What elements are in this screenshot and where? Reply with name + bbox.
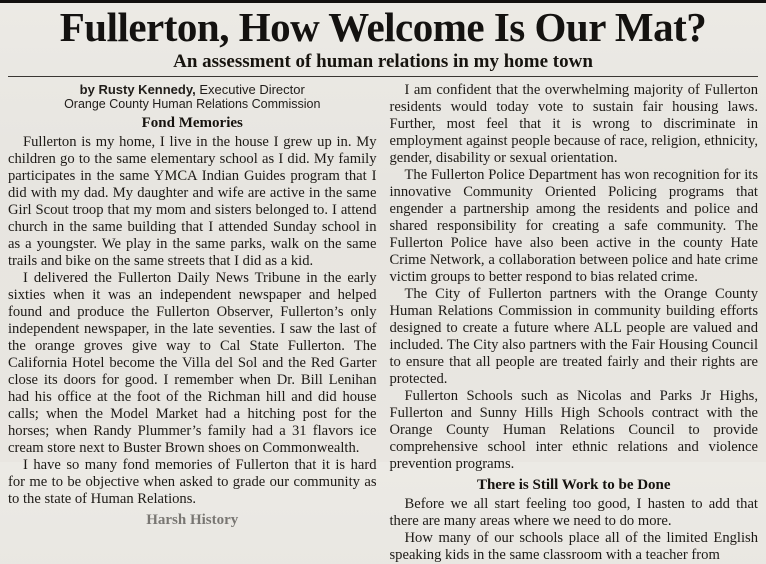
byline-organization: Orange County Human Relations Commission	[64, 96, 321, 111]
article-subtitle: An assessment of human relations in my home town	[173, 50, 593, 72]
paragraph: Fullerton Schools such as Nicolas and Parks Jr Highs, Fullerton and Sunny Hills High Schools contract with the Orange County Human Relations Council to provide comprehensive school inter ethnic relations and violence prevention programs.	[389, 387, 758, 472]
paragraph: The Fullerton Police Department has won recognition for its innovative Community Oriented Policing programs that engender a partnership among the residents and police and shared responsibility for creating a safe community. The Fullerton Police have also been active in the county Hate Crime Network, a collaboration between police and hate crime victim groups to better respond to bias related crime.	[389, 166, 758, 285]
right-column	[390, 82, 759, 564]
clipped-section-heading: Harsh History	[146, 512, 239, 529]
paragraph: I am confident that the overwhelming majority of Fullerton residents would today vote to sustain fair housing laws. Further, most feel that it is wrong to discriminate in employment against people because of race, religion, ethnicity, gender, disability or sexual orientation.	[389, 81, 758, 166]
masthead	[0, 3, 766, 77]
section-heading-still-work: There is Still Work to be Done	[476, 476, 671, 493]
paragraph: The City of Fullerton partners with the Orange County Human Relations Commission in community building efforts designed to create a future where ALL people are valued and included. The City also partners with the Fair Housing Council to ensure that all people are treated fairly and their rights are protected.	[389, 285, 758, 387]
article-title: Fullerton, How Welcome Is Our Mat?	[59, 4, 707, 50]
paragraph: Before we all start feeling too good, I hasten to add that there are many areas where we need to do more.	[389, 495, 758, 529]
section-heading-fond-memories: Fond Memories	[141, 115, 243, 132]
byline-author-title: Executive Director	[195, 81, 305, 97]
paragraph: Fullerton is my home, I live in the house I grew up in. My children go to the same elementary school as I did. My family participates in the same YMCA Indian Guides program that I did with my dad. My daughter and wife are active in the same Girl Scout troop that my mom and sisters belonged to. I attend church in the same building that I attended Sunday school in as a youngster. We play in the same parks, walk on the same trails and bike on the same streets that I did as a kid.	[8, 134, 377, 270]
paragraph: I delivered the Fullerton Daily News Tribune in the early sixties when it was an independent newspaper and helped found and produce the Fullerton Observer, Fullerton’s only independent newspaper, in the late seventies. I saw the last of the orange groves give way to Cal State Fullerton. The California Hotel become the Villa del Sol and the Red Garter close its doors for good. I remember when Dr. Bill Lenihan had his office at the foot of the Richman hill and did house calls; when the Model Market had a hitching post for the horses; when Randy Plummer’s family had a 31 flavors ice cream store next to Buster Brown shoes on Commonwealth.	[8, 270, 377, 457]
paragraph: How many of our schools place all of the limited English speaking kids in the same classroom with a teacher from	[389, 529, 758, 563]
article-columns	[0, 77, 766, 564]
byline	[8, 82, 377, 112]
left-column	[8, 82, 377, 564]
byline-author: by Rusty Kennedy,	[79, 81, 196, 97]
paragraph: I have so many fond memories of Fullerton that it is hard for me to be objective when asked to grade our community as to the state of Human Relations.	[8, 457, 377, 508]
